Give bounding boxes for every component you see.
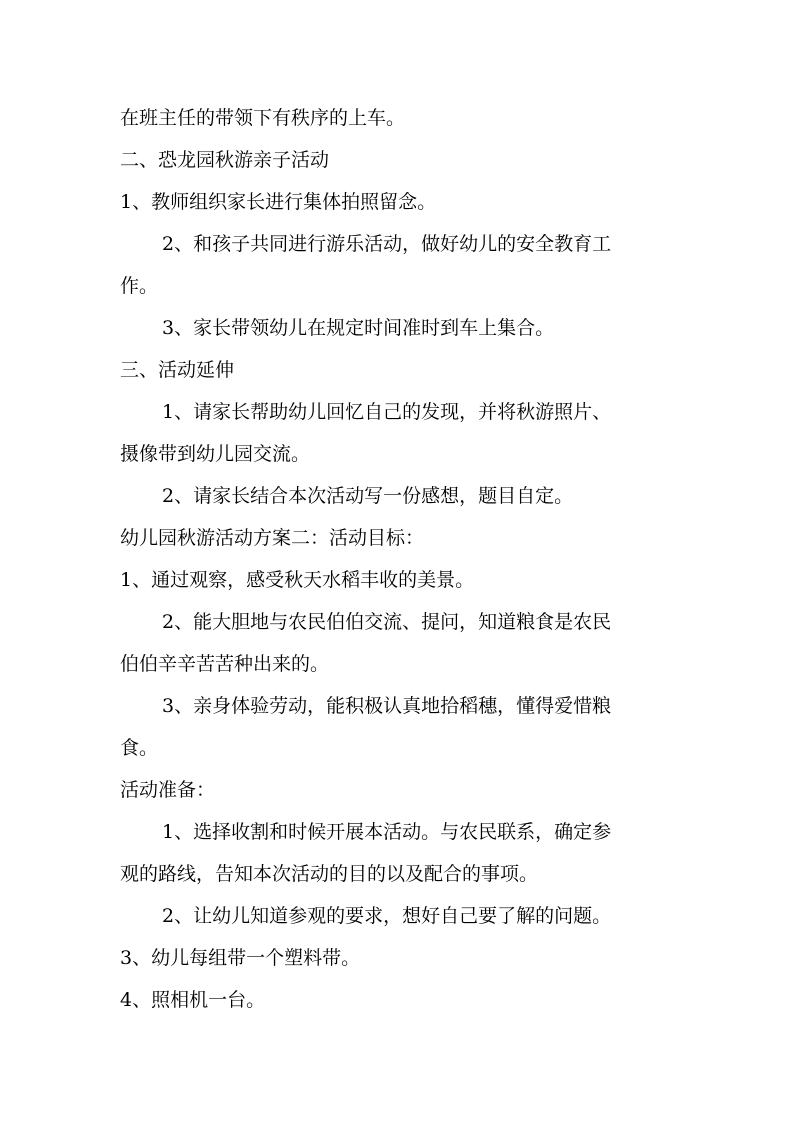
text-line-22: 4、照相机一台。 <box>120 989 266 1011</box>
text-line-3: 1、教师组织家长进行集体拍照留念。 <box>120 191 437 213</box>
text-line-10: 2、请家长结合本次活动写一份感想，题目自定。 <box>162 485 574 507</box>
text-line-15: 3、亲身体验劳动，能积极认真地拾稻穗，懂得爱惜粮 <box>162 695 612 717</box>
section-heading-prep: 活动准备： <box>120 779 216 801</box>
text-line-5: 作。 <box>120 275 159 297</box>
text-line-14: 伯伯辛辛苦苦种出来的。 <box>120 653 330 675</box>
text-line-18: 1、选择收割和时候开展本活动。与农民联系，确定参 <box>162 821 612 843</box>
text-line-12: 1、通过观察，感受秋天水稻丰收的美景。 <box>120 569 475 591</box>
section-heading-2: 二、恐龙园秋游亲子活动 <box>120 149 330 171</box>
text-line-16: 食。 <box>120 737 159 759</box>
text-line-19: 观的路线，告知本次活动的目的以及配合的事项。 <box>120 863 539 885</box>
text-line-1: 在班主任的带领下有秩序的上车。 <box>120 107 406 129</box>
section-heading-3: 三、活动延伸 <box>120 359 235 381</box>
text-line-6: 3、家长带领幼儿在规定时间准时到车上集合。 <box>162 317 555 339</box>
text-line-21: 3、幼儿每组带一个塑料带。 <box>120 947 361 969</box>
text-line-8: 1、请家长帮助幼儿回忆自己的发现，并将秋游照片、 <box>162 401 612 423</box>
text-line-20: 2、让幼儿知道参观的要求，想好自己要了解的问题。 <box>162 905 612 927</box>
text-line-4: 2、和孩子共同进行游乐活动，做好幼儿的安全教育工 <box>162 233 612 255</box>
plan-title: 幼儿园秋游活动方案二：活动目标： <box>120 527 425 549</box>
text-line-13: 2、能大胆地与农民伯伯交流、提问，知道粮食是农民 <box>162 611 612 633</box>
text-line-9: 摄像带到幼儿园交流。 <box>120 443 311 465</box>
